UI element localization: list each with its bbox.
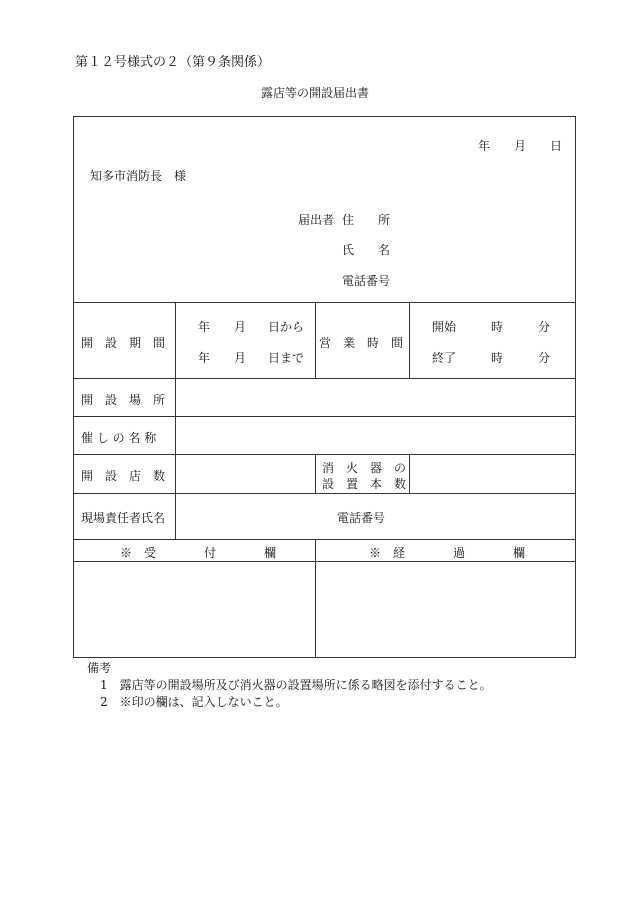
date-day: 日 [550, 139, 563, 153]
form-number: 第１２号様式の２（第９条関係） [75, 55, 271, 70]
period-from-month: 月 [234, 320, 247, 334]
progress-header: ※ 経 過 欄 [369, 546, 526, 560]
period-to-day: 日まで [268, 351, 305, 365]
manager-label: 現場責任者氏名 [81, 511, 166, 525]
row-divider [74, 378, 575, 379]
application-form [73, 116, 576, 658]
reception-header: ※ 受 付 欄 [120, 546, 277, 560]
row-divider [74, 539, 575, 540]
period-to-month: 月 [234, 351, 247, 365]
hours-start-label: 開始 [432, 320, 457, 334]
applicant-label: 届出者 [298, 213, 335, 227]
event-name-label: 催 し の 名 称 [81, 431, 157, 445]
document-title: 露店等の開設届出書 [260, 86, 369, 100]
column-divider [175, 302, 176, 539]
column-divider [409, 302, 410, 378]
store-count-label: 開 設 店 数 [81, 469, 166, 483]
period-label: 開 設 期 間 [81, 336, 166, 350]
period-from-day: 日から [268, 320, 305, 334]
hours-start-hour: 時 [491, 320, 504, 334]
date-month: 月 [514, 139, 527, 153]
hours-end-label: 終了 [432, 351, 457, 365]
address-label: 住 所 [342, 213, 391, 227]
phone-label: 電話番号 [342, 274, 391, 288]
column-divider [315, 454, 316, 493]
name-label: 氏 名 [342, 243, 391, 257]
note-item: 1 露店等の開設場所及び消火器の設置場所に係る略図を添付すること。 [100, 678, 492, 692]
row-divider [74, 493, 575, 494]
hours-end-minute: 分 [538, 351, 551, 365]
period-to-year: 年 [198, 351, 211, 365]
period-from-year: 年 [198, 320, 211, 334]
row-divider [74, 561, 575, 562]
hours-start-minute: 分 [538, 320, 551, 334]
column-divider [315, 302, 316, 378]
manager-phone-label: 電話番号 [337, 511, 386, 525]
date-year: 年 [478, 139, 491, 153]
column-divider [409, 454, 410, 493]
note-item: 2 ※印の欄は、記入しないこと。 [100, 695, 288, 709]
hours-label: 営 業 時 間 [319, 336, 404, 350]
location-label: 開 設 場 所 [81, 393, 166, 407]
extinguisher-label-line2: 設 置 本 数 [322, 477, 407, 491]
row-divider [74, 416, 575, 417]
row-divider [74, 454, 575, 455]
notes-title: 備考 [87, 661, 112, 675]
addressee: 知多市消防長 様 [90, 169, 187, 183]
hours-end-hour: 時 [491, 351, 504, 365]
notes [87, 660, 492, 711]
extinguisher-label-line1: 消 火 器 の [322, 461, 407, 475]
column-divider [315, 539, 316, 657]
row-divider [74, 302, 575, 303]
